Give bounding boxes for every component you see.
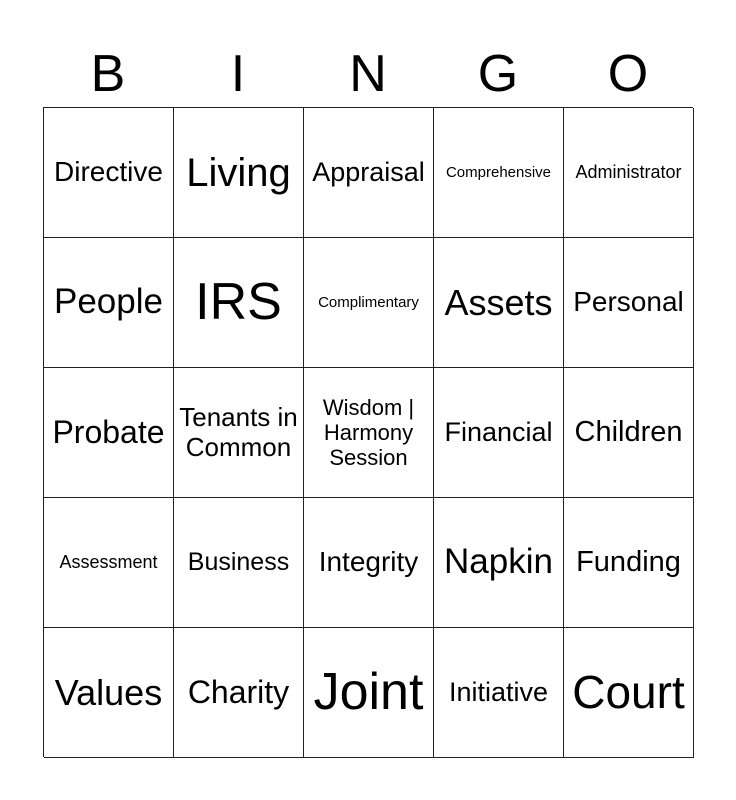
- bingo-cell[interactable]: [174, 238, 304, 368]
- bingo-cell[interactable]: [564, 498, 694, 628]
- bingo-cell-label: Administrator: [575, 162, 682, 183]
- bingo-cell-label: Personal: [573, 286, 684, 318]
- bingo-cell-label: Appraisal: [312, 156, 425, 187]
- bingo-cell-label: Complimentary: [318, 293, 419, 311]
- bingo-cell[interactable]: [434, 108, 564, 238]
- header-letter-o: O: [607, 45, 649, 103]
- bingo-cell-label: Children: [574, 415, 683, 448]
- bingo-cell[interactable]: [564, 628, 694, 758]
- bingo-cell[interactable]: [304, 498, 434, 628]
- bingo-cell-label: Values: [54, 671, 163, 713]
- bingo-cell[interactable]: [434, 238, 564, 368]
- bingo-cell-label: Wisdom | Harmony Session: [322, 394, 415, 471]
- bingo-cell[interactable]: [44, 108, 174, 238]
- bingo-cell[interactable]: [434, 628, 564, 758]
- bingo-cell-label: Funding: [576, 545, 681, 578]
- header-letter-b: B: [90, 45, 126, 103]
- header-letter-g: G: [477, 45, 519, 103]
- bingo-cell[interactable]: [564, 108, 694, 238]
- bingo-cell-label: Comprehensive: [445, 163, 552, 181]
- bingo-cell[interactable]: [44, 628, 174, 758]
- bingo-cell-label: Financial: [444, 416, 553, 447]
- bingo-cell-label: Assessment: [59, 552, 158, 573]
- bingo-cell[interactable]: [304, 238, 434, 368]
- bingo-cell[interactable]: [174, 628, 304, 758]
- bingo-cell-label: Charity: [187, 674, 290, 711]
- bingo-cell-label: IRS: [195, 272, 282, 331]
- bingo-cell[interactable]: [304, 108, 434, 238]
- bingo-cell-label: Probate: [52, 414, 165, 451]
- bingo-cell-label: Joint: [313, 662, 424, 721]
- bingo-cell[interactable]: [564, 368, 694, 498]
- bingo-cell[interactable]: [44, 238, 174, 368]
- bingo-cell-label: Tenants in Common: [179, 401, 298, 462]
- bingo-cell[interactable]: [174, 498, 304, 628]
- bingo-cell[interactable]: [174, 368, 304, 498]
- bingo-cell-label: Directive: [54, 156, 163, 188]
- bingo-cell-label: Business: [187, 548, 290, 577]
- bingo-cell-label: Living: [186, 150, 291, 195]
- bingo-cell-label: Napkin: [444, 542, 553, 582]
- bingo-cell-label: Initiative: [448, 676, 549, 707]
- bingo-cell[interactable]: [44, 368, 174, 498]
- header-letter-n: N: [349, 45, 387, 103]
- bingo-cell[interactable]: [304, 368, 434, 498]
- bingo-cell[interactable]: [434, 368, 564, 498]
- bingo-card: [43, 107, 693, 757]
- bingo-cell[interactable]: [44, 498, 174, 628]
- bingo-cell-label: Court: [572, 666, 685, 719]
- bingo-header: [43, 40, 693, 108]
- bingo-cell[interactable]: [304, 628, 434, 758]
- bingo-cell[interactable]: [174, 108, 304, 238]
- bingo-cell[interactable]: [434, 498, 564, 628]
- header-letter-i: I: [230, 45, 246, 103]
- bingo-cell-label: People: [54, 282, 163, 322]
- bingo-cell[interactable]: [564, 238, 694, 368]
- bingo-cell-label: Assets: [444, 281, 553, 323]
- bingo-cell-label: Integrity: [318, 546, 419, 578]
